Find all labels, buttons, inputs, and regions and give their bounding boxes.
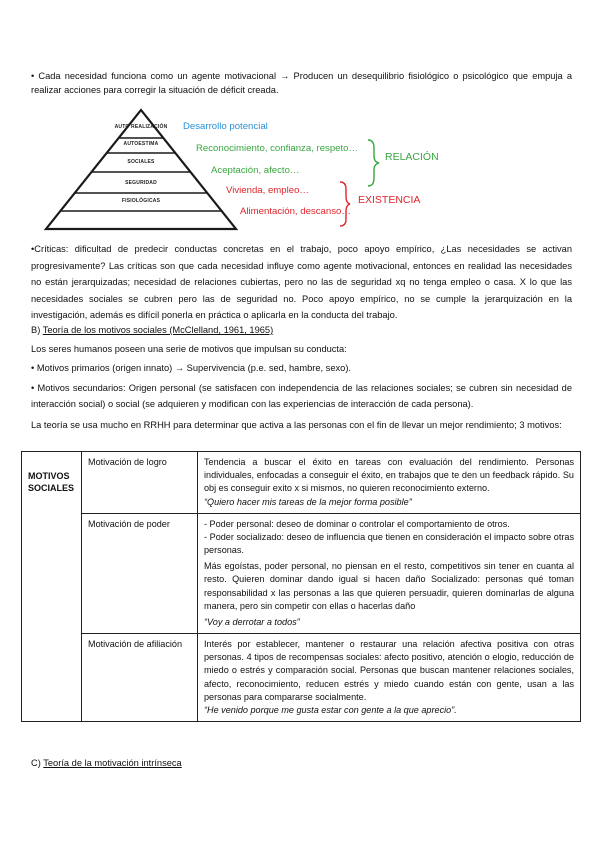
table-row [22,513,581,633]
tier-label-seguridad: SEGURIDAD [125,180,157,186]
pyramid-note-5: Alimentación, descanso… [240,206,351,217]
tier-label-sociales: SOCIALES [127,159,155,165]
motive-desc-text: - Poder personal: deseo de dominar o controlar el comportamiento de otros. [204,518,510,529]
secondary-motives-bullet: • Motivos secundarios: Origen personal (se satisfacen con independencia de las relaciones sociales; se cubren sin necesidad de interacción social) o social (se adquieren y modifican con las experiencias de interacción de cada persona). [31,383,572,409]
criticas-paragraph: •Críticas: dificultad de predecir conductas concretas en el trabajo, poco apoyo empírico, ¿Las necesidades se activan progresivamente? Las críticas son que cada necesidad influye como agente motivacional, entonces en realidad las necesidades no están jerarquizadas; necesidad de relaciones cubiertas, pero no las de seguridad xq no tenga empleo o casa. X lo que las necesidades sociales se cubren pero las de seguridad no. Poco apoyo empírico, no se cumple la jerarquización en la investigación, además es difícil ponerla en práctica o aplicarla en la conducta del trabajo. [31,244,572,321]
section-c-heading [31,757,572,771]
motive-desc-text: Interés por establecer, mantener o restaurar una relación afectiva positiva con otras personas. 4 tipos de recompensas sociales: afecto positivo, atención o elogio, reducción de miedo o estrés y comparación social. Personas que buscan mantener relaciones sociales, afecto, reconocimiento, reducen estrés y miedo cuando están con gente, usan a las personas para compararse socialmente. [204,639,574,702]
motive-quote: “Voy a derrotar a todos” [204,616,300,627]
section-b-prefix: B) [31,325,43,335]
primary-motives-bullet: • Motivos primarios (origen innato) → Supervivencia (p.e. sed, hambre, sexo). [31,363,351,373]
table-header-label: MOTIVOS SOCIALES [28,471,75,494]
group-label-relacion: RELACIÓN [385,151,439,163]
section-b-intro: Los seres humanos poseen una serie de motivos que impulsan su conducta: [31,344,347,354]
tier-label-autorealizacion: AUTO REALIZACIÓN [114,124,168,130]
social-motives-table [21,451,581,722]
motive-desc-text: Tendencia a buscar el éxito en tareas con evaluación del rendimiento. Personas individuales, enfocadas a conseguir el éxito, en trabajos que te den un feedback rápido. Su obj es conseguir exito x si mismos, no quieren reconocimiento externo. [204,457,574,494]
motive-quote: “Quiero hacer mis tareas de la mejor forma posible” [204,496,412,507]
table-row [22,634,581,722]
section-c-prefix: C) [31,758,44,768]
section-c-title: Teoría de la motivación intrínseca [43,758,182,768]
motive-desc-cell [198,452,581,514]
tier-label-fisiologicas: FISIOLÓGICAS [121,198,161,204]
maslow-pyramid-figure [30,108,450,233]
tier-label-autoestima: AUTOESTIMA [123,141,159,147]
motive-name-cell: Motivación de logro [82,452,198,514]
table-row [22,452,581,514]
table-header-cell [22,452,82,722]
section-b-heading [31,324,572,338]
motive-desc-text: Más egoístas, poder personal, no piensan en el resto, competitivos sin tener en cuanta al resto. Quieren dominar dando igual si hacen daño Socializado: personas qué toman responsabilidad x las personas a las que quieren persuadir, quieren dominarlas de alguna manera, pero sin competir con ellas o hacerlas daño [204,561,574,611]
motive-desc-text: - Poder socializado: deseo de influencia que tienen en consideración el impacto sobre otras personas. [204,531,574,556]
group-label-existencia: EXISTENCIA [358,194,421,206]
pyramid-note-3: Aceptación, afecto… [211,165,300,176]
pyramid-note-4: Vivienda, empleo… [226,185,310,196]
motive-desc-cell [198,634,581,722]
pyramid-note-2: Reconocimiento, confianza, respeto… [196,143,359,154]
motive-quote: “He venido porque me gusta estar con gente a la que aprecio”. [204,704,457,715]
pyramid-note-1: Desarrollo potencial [183,121,268,132]
rrhh-paragraph: La teoría se usa mucho en RRHH para determinar que activa a las personas con el fin de llevar un mejor rendimiento; 3 motivos: [31,420,562,430]
motive-name-cell: Motivación de poder [82,513,198,633]
motive-desc-cell [198,513,581,633]
motive-name-cell: Motivación de afiliación [82,634,198,722]
intro-paragraph: • Cada necesidad funciona como un agente motivacional → Producen un desequilibrio fisiológico o psicológico que empuja a realizar acciones para corregir la situación de déficit creada. [31,71,572,95]
section-b-title: Teoría de los motivos sociales (McClelland, 1961, 1965) [42,325,274,335]
